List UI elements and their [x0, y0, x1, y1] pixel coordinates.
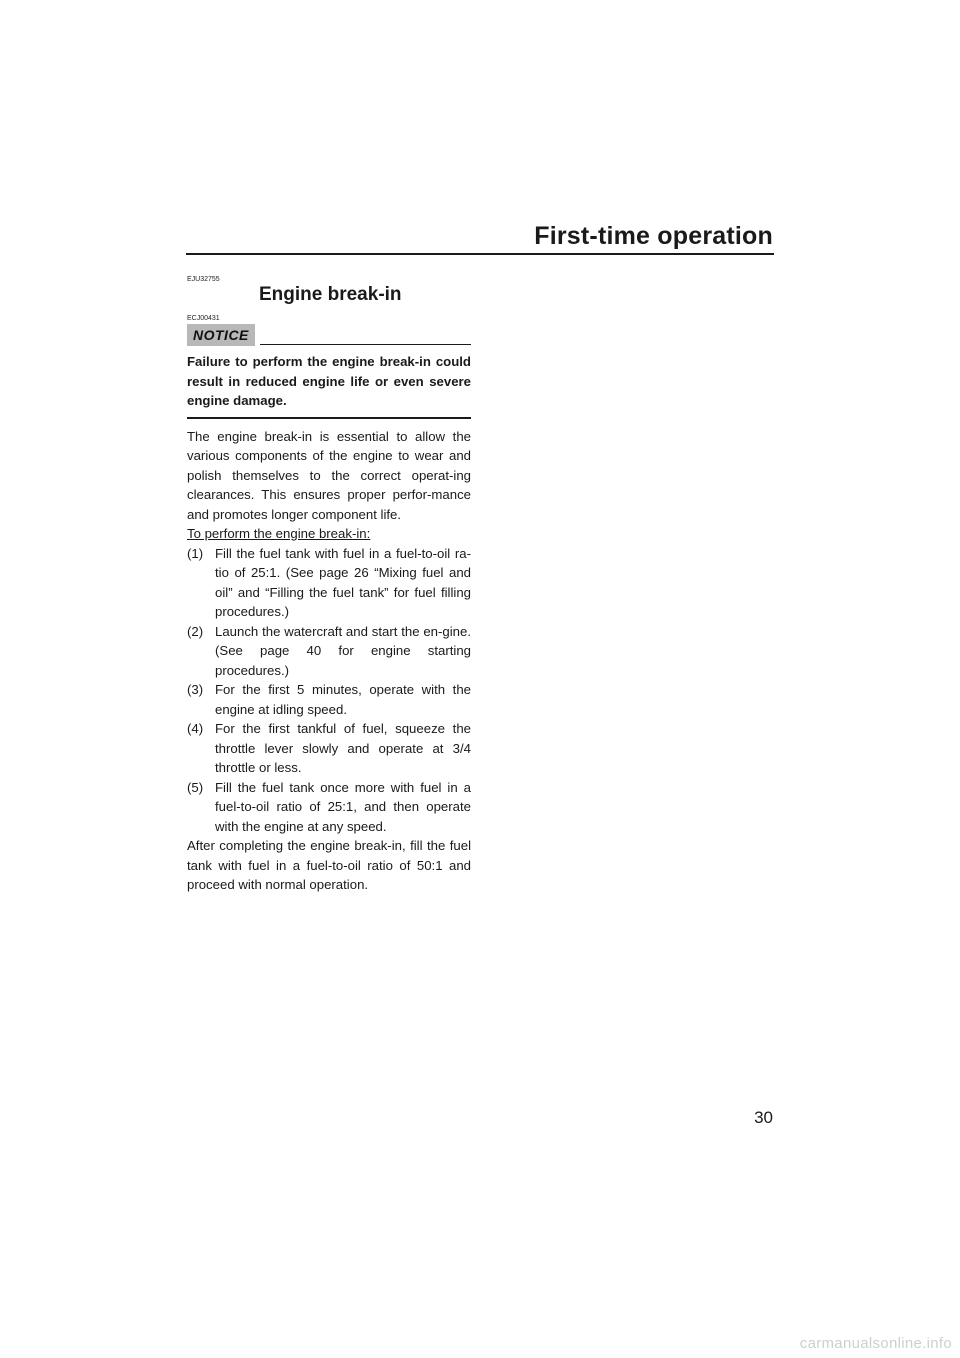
list-item — [187, 778, 471, 837]
notice-badge: NOTICE — [187, 324, 255, 346]
list-item — [187, 622, 471, 681]
step-text: For the first tankful of fuel, squeeze the throttle lever slowly and operate at 3/4 throttle or less. — [215, 721, 471, 775]
notice-code: ECJ00431 — [187, 315, 220, 322]
content-column — [187, 276, 471, 895]
section-title: Engine break-in — [259, 284, 402, 305]
list-item — [187, 719, 471, 778]
step-number: (1) — [187, 545, 204, 561]
notice-text: Failure to perform the engine break-in could result in reduced engine life or even severe engine damage. — [187, 352, 471, 419]
procedure-heading: To perform the engine break-in: — [187, 526, 371, 541]
page-number: 30 — [754, 1108, 773, 1127]
list-item — [187, 544, 471, 622]
list-item — [187, 680, 471, 719]
step-text: Fill the fuel tank with fuel in a fuel-to-oil ra-tio of 25:1. (See page 26 “Mixing fuel and oil” and “Filling the fuel tank” for fuel filling procedures.) — [215, 545, 471, 619]
closing-paragraph: After completing the engine break-in, fill the fuel tank with fuel in a fuel-to-oil ratio of 50:1 and proceed with normal operation. — [187, 838, 471, 892]
step-number: (2) — [187, 623, 204, 639]
intro-paragraph: The engine break-in is essential to allow the various components of the engine to wear and polish themselves to the correct operat-ing clearances. This ensures proper perfor-mance and promotes longer component life. — [187, 428, 471, 522]
step-text: Fill the fuel tank once more with fuel in a fuel-to-oil ratio of 25:1, and then operate with the engine at any speed. — [215, 779, 471, 834]
page-header-title: First-time operation — [534, 222, 773, 250]
procedure-steps — [187, 544, 471, 837]
notice-rule — [260, 344, 471, 345]
step-number: (4) — [187, 721, 204, 736]
watermark: carmanualsonline.info — [799, 1335, 952, 1352]
notice-header — [187, 324, 471, 346]
step-number: (5) — [187, 779, 204, 795]
step-text: For the first 5 minutes, operate with the engine at idling speed. — [215, 682, 471, 717]
section-code: EJU32755 — [187, 276, 220, 283]
step-number: (3) — [187, 682, 204, 697]
step-text: Launch the watercraft and start the en-gine. (See page 40 for engine starting procedures.) — [215, 623, 471, 678]
header-rule — [186, 253, 774, 255]
